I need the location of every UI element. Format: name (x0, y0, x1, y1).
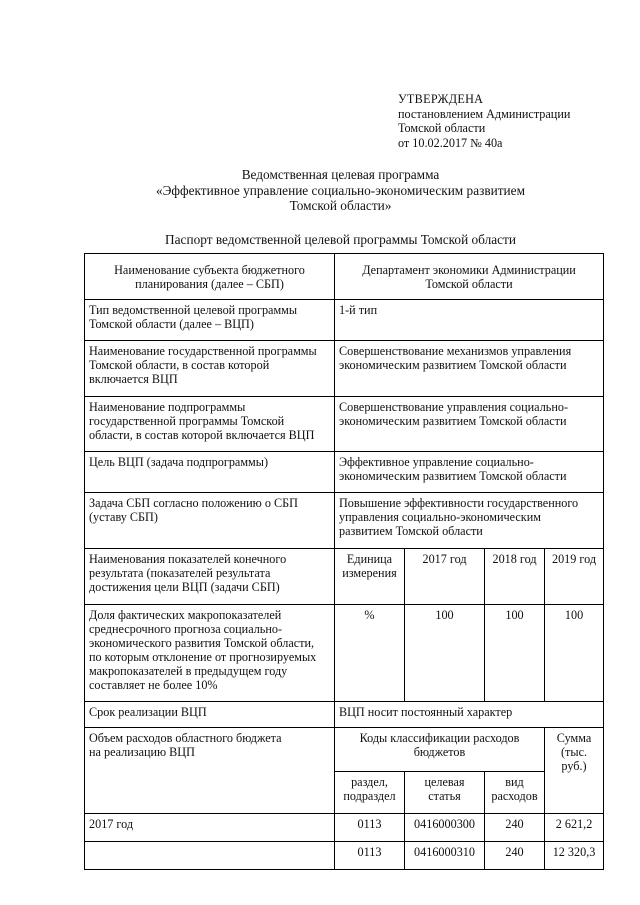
table-row (85, 702, 604, 728)
term-label: Срок реализации ВЦП (85, 702, 335, 728)
table-row (85, 605, 604, 702)
indicators-label: Наименования показателей конечного результата (показателей результата достижения цели ВЦП (задачи СБП) (85, 549, 335, 605)
table-row (85, 341, 604, 397)
budget-label: Объем расходов областного бюджета на реализацию ВЦП (85, 728, 335, 814)
document-title-line: Ведомственная целевая программа (241, 167, 440, 182)
budget-section: 0113 (335, 814, 405, 842)
indicator-value: 100 (405, 605, 485, 702)
table-row (85, 300, 604, 341)
goal-label: Цель ВЦП (задача подпрограммы) (85, 452, 335, 493)
task-value: Повышение эффективности государственного управления социально-экономическим развитием Томской области (335, 493, 604, 549)
state-program-value: Совершенствование механизмов управления экономическим развитием Томской области (335, 341, 604, 397)
table-row (85, 254, 604, 300)
budget-type: 240 (485, 842, 545, 870)
sbp-label: Наименование субъекта бюджетного планирования (далее – СБП) (85, 254, 335, 300)
indicator-name: Доля фактических макропоказателей среднесрочного прогноза социально- экономического развития Томской области, по которым отклонение от прогнозируемых макропоказателей в предыдущем году составляет не более 10% (85, 605, 335, 702)
approval-heading: УТВЕРЖДЕНА (398, 92, 484, 106)
table-row (85, 452, 604, 493)
document-title (84, 167, 597, 214)
budget-sum: 12 320,3 (545, 842, 604, 870)
approval-line: постановлением Администрации (398, 106, 571, 121)
indicator-value: 100 (485, 605, 545, 702)
sbp-value: Департамент экономики Администрации Томской области (335, 254, 604, 300)
table-row (85, 842, 604, 870)
document-title-line: «Эффективное управление социально-экономическим развитием (156, 182, 525, 198)
subprogram-value: Совершенствование управления социально- экономическим развитием Томской области (335, 397, 604, 452)
program-type-label: Тип ведомственной целевой программы Томской области (далее – ВЦП) (85, 300, 335, 341)
budget-year: 2017 год (85, 814, 335, 842)
budget-type: 240 (485, 814, 545, 842)
budget-sum: 2 621,2 (545, 814, 604, 842)
article-header: целевая статья (405, 772, 485, 814)
budget-year (85, 842, 335, 870)
codes-header: Коды классификации расходов бюджетов (335, 728, 545, 772)
passport-title: Паспорт ведомственной целевой программы Томской области (165, 232, 516, 247)
approval-date-number: от 10.02.2017 № 40а (398, 135, 503, 150)
year-header: 2019 год (545, 549, 604, 605)
year-header: 2017 год (405, 549, 485, 605)
indicator-unit: % (335, 605, 405, 702)
program-type-value: 1-й тип (335, 300, 604, 341)
state-program-label: Наименование государственной программы Томской области, в состав которой включается ВЦП (85, 341, 335, 397)
unit-header: Единица измерения (335, 549, 405, 605)
section-header: раздел, подраздел (335, 772, 405, 814)
approval-stamp (398, 92, 570, 150)
table-row (85, 728, 604, 772)
budget-section: 0113 (335, 842, 405, 870)
task-label: Задача СБП согласно положению о СБП (уставу СБП) (85, 493, 335, 549)
indicator-value: 100 (545, 605, 604, 702)
table-row (85, 493, 604, 549)
goal-value: Эффективное управление социально- экономическим развитием Томской области (335, 452, 604, 493)
approval-line: Томской области (398, 121, 486, 135)
budget-article: 0416000310 (405, 842, 485, 870)
document-title-line: Томской области» (289, 198, 392, 213)
sum-header: Сумма (тыс. руб.) (545, 728, 604, 814)
passport-table (84, 253, 604, 870)
subprogram-label: Наименование подпрограммы государственной программы Томской области, в состав которой включается ВЦП (85, 397, 335, 452)
term-value: ВЦП носит постоянный характер (335, 702, 604, 728)
budget-article: 0416000300 (405, 814, 485, 842)
table-row (85, 549, 604, 605)
expense-type-header: вид расходов (485, 772, 545, 814)
table-row (85, 814, 604, 842)
year-header: 2018 год (485, 549, 545, 605)
table-row (85, 397, 604, 452)
